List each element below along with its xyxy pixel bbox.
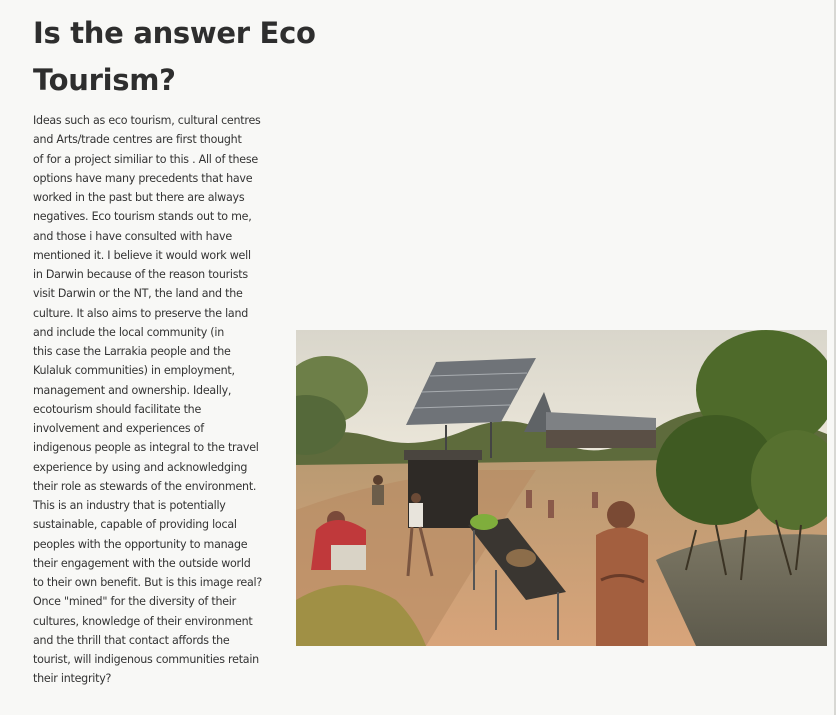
body-line: of for a project similiar to this . All of these bbox=[33, 152, 258, 166]
body-line: cultures, knowledge of their environment bbox=[33, 614, 253, 628]
body-line: Ideas such as eco tourism, cultural centres bbox=[33, 114, 261, 127]
body-line: culture. It also aims to preserve the land bbox=[33, 306, 249, 320]
body-line: their role as stewards of the environment. bbox=[33, 479, 257, 493]
body-line: worked in the past but there are always bbox=[33, 191, 245, 204]
title-line: Is the answer Eco bbox=[33, 16, 316, 50]
body-line: ecotourism should facilitate the bbox=[33, 402, 202, 416]
body-line: management and ownership. Ideally, bbox=[33, 383, 232, 397]
body-line: sustainable, capable of providing local bbox=[33, 518, 237, 532]
body-line: this case the Larrakia people and the bbox=[33, 345, 231, 358]
body-line: This is an industry that is potentially bbox=[33, 499, 226, 512]
body-line: options have many precedents that have bbox=[33, 171, 253, 185]
body-line: and include the local community (in bbox=[33, 325, 225, 339]
body-line: negatives. Eco tourism stands out to me, bbox=[33, 210, 252, 224]
eco-tourism-render-image bbox=[296, 330, 827, 646]
body-line: to their own benefit. But is this image real? bbox=[33, 576, 262, 589]
body-line: tourist, will indigenous communities retain bbox=[33, 653, 259, 666]
body-line: involvement and experiences of bbox=[33, 422, 204, 435]
body-line: peoples with the opportunity to manage bbox=[33, 537, 248, 551]
page-title bbox=[33, 10, 333, 104]
body-line: their integrity? bbox=[33, 672, 112, 686]
body-line: their engagement with the outside world bbox=[33, 556, 251, 570]
body-line: experience by using and acknowledging bbox=[33, 460, 248, 474]
body-line: visit Darwin or the NT, the land and the bbox=[33, 287, 243, 301]
body-line: Kulaluk communities) in employment, bbox=[33, 364, 235, 378]
body-line: in Darwin because of the reason tourists bbox=[33, 268, 248, 281]
body-line: and those i have consulted with have bbox=[33, 229, 232, 243]
body-line: and Arts/trade centres are first thought bbox=[33, 133, 242, 147]
body-line: indigenous people as integral to the travel bbox=[33, 441, 259, 455]
title-line: Tourism? bbox=[33, 63, 176, 97]
body-line: Once "mined" for the diversity of their bbox=[33, 595, 236, 609]
body-line: and the thrill that contact affords the bbox=[33, 633, 230, 647]
body-line: mentioned it. I believe it would work well bbox=[33, 248, 251, 262]
article-body bbox=[33, 111, 295, 689]
